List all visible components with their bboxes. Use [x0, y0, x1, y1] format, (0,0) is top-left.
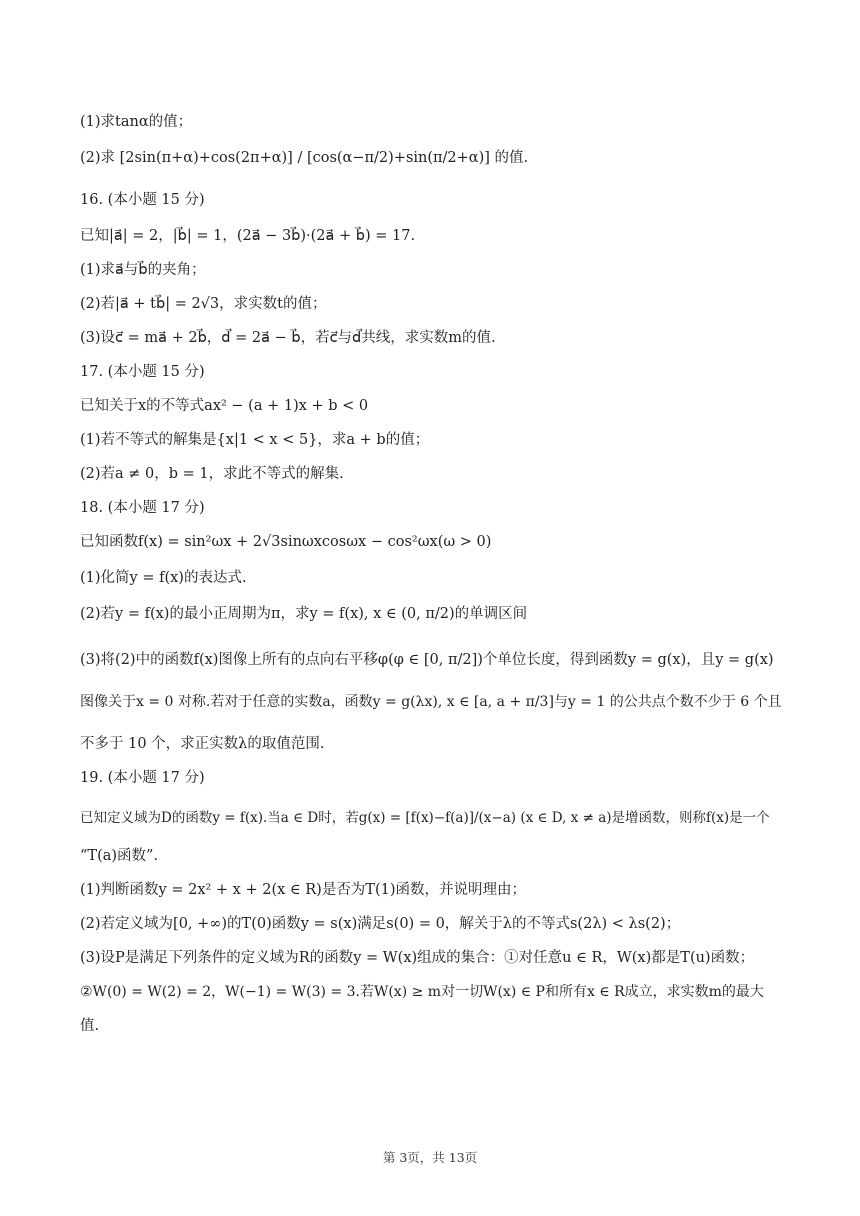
q18-part3-line3: 不多于 10 个，求正实数λ的取值范围.	[80, 736, 325, 752]
q17-part2: (2)若a ≠ 0，b = 1，求此不等式的解集.	[80, 466, 344, 482]
q16-header: 16. (本小题 15 分)	[80, 192, 205, 208]
q16-part2: (2)若|a⃗ + tb⃗| = 2√3，求实数t的值；	[80, 296, 327, 312]
q19-header: 19. (本小题 17 分)	[80, 770, 205, 786]
q19-stem-line2: “T(a)函数”.	[80, 848, 159, 864]
q18-stem: 已知函数f(x) = sin²ωx + 2√3sinωxcosωx − cos²ωx(ω > 0)	[80, 534, 492, 550]
q18-part3-line1: (3)将(2)中的函数f(x)图像上所有的点向右平移φ(φ ∈ [0, π/2])个单位长度，得到函数y = g(x)，且y = g(x)	[80, 652, 774, 668]
q15-part2: (2)求 [2sin(π+α)+cos(2π+α)] / [cos(α−π/2)+sin(π/2+α)] 的值.	[80, 150, 529, 166]
q18-part3-line2: 图像关于x = 0 对称.若对于任意的实数a，函数y = g(λx), x ∈ [a, a + π/3]与y = 1 的公共点个数不少于 6 个且	[80, 694, 782, 710]
q19-part3-line3: 值.	[80, 1018, 100, 1034]
q19-part1: (1)判断函数y = 2x² + x + 2(x ∈ R)是否为T(1)函数，并说明理由；	[80, 882, 527, 898]
q18-part2: (2)若y = f(x)的最小正周期为π，求y = f(x), x ∈ (0, π/2)的单调区间	[80, 606, 528, 622]
q15-part1: (1)求tanα的值；	[80, 114, 193, 130]
q18-part1: (1)化简y = f(x)的表达式.	[80, 570, 247, 586]
q16-part1: (1)求a⃗与b⃗的夹角；	[80, 262, 206, 278]
q19-part2: (2)若定义域为[0, +∞)的T(0)函数y = s(x)满足s(0) = 0，解关于λ的不等式s(2λ) < λs(2)；	[80, 916, 681, 932]
q16-stem: 已知|a⃗| = 2，|b⃗| = 1，(2a⃗ − 3b⃗)·(2a⃗ + b⃗) = 17.	[80, 228, 416, 244]
q19-part3-line2: ②W(0) = W(2) = 2，W(−1) = W(3) = 3.若W(x) ≥ m对一切W(x) ∈ P和所有x ∈ R成立，求实数m的最大	[80, 984, 764, 1000]
q17-header: 17. (本小题 15 分)	[80, 364, 205, 380]
q19-part3-line1: (3)设P是满足下列条件的定义域为R的函数y = W(x)组成的集合：①对任意u ∈ R，W(x)都是T(u)函数；	[80, 950, 755, 966]
q16-part3: (3)设c⃗ = ma⃗ + 2b⃗，d⃗ = 2a⃗ − b⃗，若c⃗与d⃗共线，求实数m的值.	[80, 330, 496, 346]
q17-part1: (1)若不等式的解集是{x|1 < x < 5}，求a + b的值；	[80, 432, 430, 448]
q18-header: 18. (本小题 17 分)	[80, 500, 205, 516]
q17-stem: 已知关于x的不等式ax² − (a + 1)x + b < 0	[80, 398, 369, 414]
q19-stem-line1: 已知定义域为D的函数y = f(x).当a ∈ D时，若g(x) = [f(x)−f(a)]/(x−a) (x ∈ D, x ≠ a)是增函数，则称f(x)是一个	[80, 810, 770, 826]
page-footer: 第 3页，共 13页	[382, 1150, 478, 1165]
